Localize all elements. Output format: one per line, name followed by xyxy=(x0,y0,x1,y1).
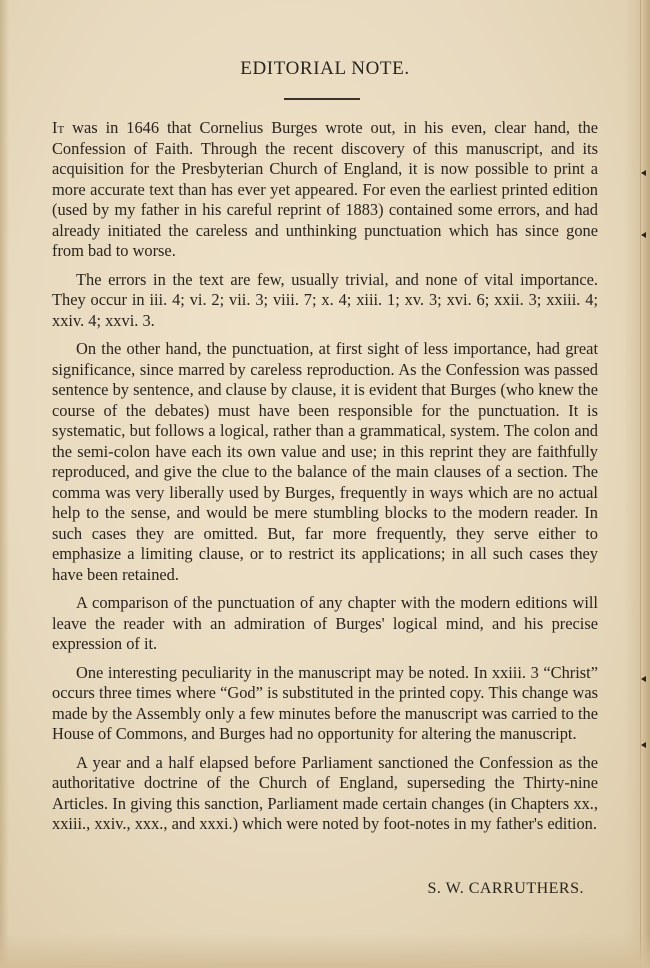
paragraph-6: A year and a half elapsed before Parliament sanctioned the Confession as the authoritative doctrine of the Church of England, superseding the Thirty-nine Articles. In giving this sanction, Parliament made certain changes (in Chapters xx., xxiii., xxiv., xxx., and xxxi.) which were noted by foot-notes in my father's edition. xyxy=(52,752,598,833)
note-body xyxy=(52,118,598,843)
margin-mark xyxy=(641,742,646,748)
margin-mark xyxy=(641,676,646,682)
paragraph-5: One interesting peculiarity in the manuscript may be noted. In xxiii. 3 “Christ” occurs three times where “God” is substituted in the printed copy. This change was made by the Assembly only a few minutes before the manuscript was carried to the House of Commons, and Burges had no opportunity for altering the manuscript. xyxy=(52,662,598,743)
page-shadow-left xyxy=(0,0,9,968)
page-shadow-right xyxy=(624,0,650,968)
paragraph-1 xyxy=(52,118,598,262)
page-shadow-bottom xyxy=(0,934,650,968)
signature-initials: S. W. C xyxy=(427,880,480,897)
margin-mark xyxy=(641,232,646,238)
margin-mark xyxy=(641,170,646,176)
binding-edge xyxy=(640,0,641,968)
signature xyxy=(427,880,584,898)
page-title: EDITORIAL NOTE. xyxy=(240,58,410,79)
paragraph-4: A comparison of the punctuation of any chapter with the modern editions will leave the reader with an admiration of Burges' logical mind, and his precise expression of it. xyxy=(52,593,598,653)
opening-word: It xyxy=(52,118,65,137)
title-rule xyxy=(284,98,360,100)
signature-surname: ARRUTHERS. xyxy=(479,880,584,897)
paragraph-1-text: was in 1646 that Cornelius Burges wrote out, in his even, clear hand, the Confession of Faith. Through the recent discovery of this manuscript, and its acquisition for the Presbyterian Church of England, it is now possible to print a more accurate text than has ever yet appeared. For even the earliest printed edition (used by my father in his careful reprint of 1883) contained some errors, and had already initiated the careless and unthinking punctuation which has since gone from bad to worse. xyxy=(52,118,598,260)
paragraph-2: The errors in the text are few, usually trivial, and none of vital importance. They occur in iii. 4; vi. 2; vii. 3; viii. 7; x. 4; xiii. 1; xv. 3; xvi. 6; xxii. 3; xxiii. 4; xxiv. 4; xxvi. 3. xyxy=(52,269,598,330)
paragraph-3: On the other hand, the punctuation, at first sight of less importance, had great significance, since marred by careless reproduction. As the Confession was passed sentence by sentence, and clause by clause, it is evident that Burges (who knew the course of the debates) must have been responsible for the punctuation. It is systematic, but follows a logical, rather than a grammatical, system. The colon and the semi-colon have each its own value and use; in this reprint they are faithfully reproduced, and give the clue to the balance of the main clauses of a section. The comma was very liberally used by Burges, frequently in ways which are no actual help to the sense, and would be mere stumbling blocks to the modern reader. In such cases they are omitted. But, far more frequently, they serve either to emphasize a limiting clause, or to restrict its applications; in all such cases they have been retained. xyxy=(52,339,598,584)
